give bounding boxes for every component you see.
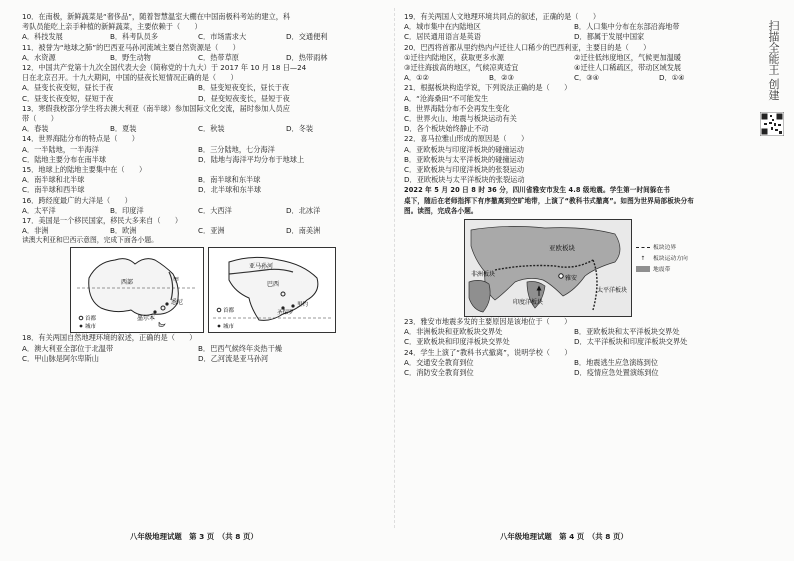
option-b: B．②③: [489, 73, 515, 83]
label-sydney: 悉尼: [171, 299, 184, 307]
option-c: C．消防安全教育到位: [404, 367, 474, 377]
options: [404, 145, 744, 186]
question-stem: 16．跨经度最广的大洋是（ ）: [22, 195, 132, 205]
option-c: C．亚欧板块和印度洋板块交界处: [404, 337, 510, 347]
question-stem: 17．美国是一个移民国家，移民大多来自（ ）: [22, 216, 183, 226]
option-a: A．交通安全教育到位: [404, 357, 474, 367]
option-b: B．世界海陆分布不会再发生变化: [404, 103, 510, 113]
option-b: B．欧洲: [110, 226, 137, 236]
option-c: C．昼变长夜变短，昼短于夜: [22, 93, 114, 103]
options: [22, 124, 374, 134]
option-a: A．城市集中在内陆地区: [404, 22, 481, 32]
option-a: A．水资源: [22, 52, 56, 62]
page-footer-left: 八年级地理试题 第 3 页 （共 8 页）: [130, 532, 258, 541]
question-stem: 10．在南极，新鲜蔬菜是“奢侈品”，随着智慧温室大棚在中国南极科考站的建立，科 考队员能吃上亲手种植的新鲜蔬菜，主要依赖于（ ）: [22, 12, 291, 32]
option-c: C．亚欧板块与印度洋板块的张裂运动: [404, 165, 525, 175]
statement-2: ②迁往低纬度地区，气候更加温暖: [574, 52, 682, 62]
yaan-marker: [559, 274, 563, 278]
legend-city: 城市: [223, 324, 235, 331]
option-b: B．人口集中分布在东部沿海地带: [574, 22, 680, 32]
question-stem: 13．寒假我校部分学生将去澳大利亚（南半球）参加国际文化交流，届时参加人员应 带（ ）: [22, 103, 290, 124]
option-c: C．大西洋: [198, 205, 232, 215]
legend-city: 城市: [85, 324, 97, 331]
brazil-outline: [229, 258, 318, 321]
option-a: A．太平洋: [22, 205, 56, 215]
statement-4: ④迁往人口稀疏区，带动区域发展: [574, 63, 682, 73]
legend-capital-symbol: [217, 309, 221, 313]
legend-city-symbol: [218, 325, 221, 328]
option-c: C．陆地主要分布在南半球: [22, 154, 107, 164]
label-west: 西部: [121, 279, 134, 287]
question-stem: 21．根据板块构造学说，下列说法正确的是（ ）: [404, 83, 572, 93]
question-24: [404, 348, 744, 379]
legend-city-symbol: [80, 325, 83, 328]
option-b: B．三分陆地，七分海洋: [198, 144, 275, 154]
question-stem: 14．世界海陆分布的特点是（ ）: [22, 134, 139, 144]
option-b: B．巴西气候终年炎热干燥: [198, 343, 282, 353]
map-row: [22, 247, 374, 333]
label-pacific: 太平洋板块: [597, 286, 628, 294]
option-a: A．昼变长夜变短，昼长于夜: [22, 83, 114, 93]
option-a: A．春装: [22, 124, 49, 134]
option-a: A．科技发展: [22, 32, 63, 42]
option-c: C．甲山脉是阿尔卑斯山: [22, 353, 99, 363]
option-c: C．市场需求大: [198, 32, 247, 42]
legend-quake: [636, 265, 688, 276]
option-d: D．亚欧板块与太平洋板块的张裂运动: [404, 175, 525, 185]
legend-capital: 首都: [223, 308, 235, 315]
australia-map: [70, 247, 204, 333]
option-b: B．地震逃生应急演练到位: [574, 357, 658, 367]
qr-code-icon: [760, 112, 784, 136]
question-stem: 24．学生上演了“教科书式撤离”，说明学校（ ）: [404, 347, 572, 357]
arrow-up-icon: ↑: [640, 255, 646, 262]
option-a: A．非洲: [22, 226, 49, 236]
question-stem: 22．喜马拉雅山形成的原因是（ ）: [404, 134, 529, 144]
option-d: D．南美洲: [286, 226, 321, 236]
options: [404, 73, 744, 83]
plate-map-row: [404, 219, 744, 317]
label-rio: 里约: [297, 302, 309, 309]
question-stem: 19．有关两国人文地理环境共同点的叙述，正确的是（ ）: [404, 12, 601, 21]
options: [22, 175, 374, 195]
legend-motion: [636, 254, 688, 265]
question-23: [404, 317, 744, 348]
option-b: B．夏装: [110, 124, 137, 134]
options: [22, 83, 374, 103]
legend-capital-symbol: [79, 317, 83, 321]
option-d: D．疫情应急处置演练到位: [574, 367, 659, 377]
option-c: C．南半球和西半球: [22, 185, 85, 195]
plate-map: [464, 219, 632, 317]
question-stem: 20．巴西将首都从里约热内卢迁往人口稀少的巴西利亚，主要目的是（ ）: [404, 42, 651, 52]
question-18: [22, 333, 374, 364]
reading-intro: 2022 年 5 月 20 日 8 时 36 分，四川省雅安市发生 4.8 级地震。学生第一时间躲在书 桌下，随后在老师指挥下有序撤离到空旷地带，上演了“教科书式撤离”。如图为世界局部板块分布 图。读图，完成各小题。: [404, 186, 695, 216]
legend-boundary: [636, 243, 688, 254]
option-d: D．乙河流是亚马孙河: [198, 353, 269, 363]
label-eurasia: 亚欧板块: [549, 243, 575, 252]
legend-boundary-label: 板块边界: [653, 244, 677, 251]
statement-3: ③迁往海拔高的地区，气候凉爽适宜: [404, 63, 519, 73]
rio-dot: [291, 305, 294, 308]
option-d: D．各个板块始终静止不动: [404, 124, 489, 134]
option-d: D．北半球和东半球: [198, 185, 262, 195]
option-d: D．热带雨林: [286, 52, 328, 62]
label-melbourne: 墨尔本: [137, 315, 156, 323]
option-b: B．亚欧板块和太平洋板块交界处: [574, 327, 680, 337]
question-13: [22, 104, 374, 135]
left-column: [22, 12, 374, 364]
options: [22, 206, 374, 216]
question-20: [404, 43, 744, 84]
label-amazon: 亚马孙河: [249, 263, 274, 271]
option-b: B．昼变短夜变长，昼长于夜: [198, 83, 290, 93]
options: [22, 226, 374, 236]
options: [22, 53, 374, 63]
plate-map-svg: [465, 220, 631, 316]
question-16: [22, 196, 374, 216]
option-a: A．“沧海桑田”不可能发生: [404, 93, 489, 103]
options: [404, 22, 744, 42]
options: [22, 344, 374, 364]
statements: [404, 53, 744, 73]
option-d: D．都属于发展中国家: [574, 32, 645, 42]
question-stem: 18．有关两国自然地理环境的叙述，正确的是（ ）: [22, 333, 197, 343]
option-b: B．亚欧板块与太平洋板块的碰撞运动: [404, 154, 524, 164]
option-c: C．居民通用语言是英语: [404, 32, 481, 42]
option-d: D．冬装: [286, 124, 314, 134]
scanner-watermark: 扫描全能王 创建: [767, 20, 780, 101]
option-c: C．③④: [574, 73, 600, 83]
option-a: A．南半球和北半球: [22, 175, 85, 185]
question-22: [404, 134, 744, 185]
option-c: C．热带草原: [198, 52, 239, 62]
option-b: B．印度洋: [110, 205, 144, 215]
melbourne-dot: [153, 311, 156, 314]
label-a: 甲: [173, 277, 180, 285]
option-d: D．①④: [659, 73, 685, 83]
brazil-map-svg: [209, 248, 335, 332]
option-d: D．北冰洋: [286, 205, 321, 215]
legend-boundary-symbol: [636, 247, 650, 248]
page-footer-right: 八年级地理试题 第 4 页 （共 8 页）: [500, 532, 628, 541]
option-b: B．野生动物: [110, 52, 151, 62]
option-b: B．南半球和东半球: [198, 175, 261, 185]
option-c: C．世界火山、地震与板块运动有关: [404, 114, 517, 124]
option-a: A．澳大利亚全部位于北温带: [22, 343, 114, 353]
question-19: [404, 12, 744, 43]
question-stem: 11．被誉为“地球之肺”的巴西亚马孙河流域主要自然资源是（ ）: [22, 42, 240, 52]
options: [404, 327, 744, 347]
legend-motion-label: 板块运动方向: [653, 255, 688, 262]
option-c: C．亚洲: [198, 226, 225, 236]
label-indo: 印度洋板块: [513, 298, 544, 306]
question-17: [22, 216, 374, 236]
options: [22, 32, 374, 42]
option-d: D．昼变短夜变长，昼短于夜: [198, 93, 290, 103]
statement-1: ①迁往内陆地区，获取更多水源: [404, 52, 504, 62]
question-11: [22, 43, 374, 63]
sydney-dot: [165, 303, 168, 306]
australia-map-svg: [71, 248, 203, 332]
label-brazil: 巴西: [267, 281, 280, 289]
label-sao: 圣保罗: [277, 310, 294, 317]
question-10: [22, 12, 374, 43]
option-a: A．一半陆地，一半海洋: [22, 144, 99, 154]
option-b: B．科考队员多: [110, 32, 159, 42]
legend-quake-label: 地震带: [653, 266, 671, 273]
legend-quake-symbol: [636, 266, 650, 272]
options: [22, 145, 374, 165]
label-yaan: 雅安: [565, 274, 578, 282]
options: [404, 94, 744, 135]
option-d: D．陆地与海洋平均分布于地球上: [198, 154, 305, 164]
brazil-map: [208, 247, 336, 333]
option-a: A．亚欧板块与印度洋板块的碰撞运动: [404, 144, 524, 154]
option-d: D．交通便利: [286, 32, 328, 42]
legend-capital: 首都: [85, 316, 97, 323]
column-divider: [394, 8, 395, 528]
option-d: D．太平洋板块和印度洋板块交界处: [574, 337, 688, 347]
tasmania: [159, 322, 165, 327]
question-stem: 23．雅安市地震多发的主要原因是该地位于（ ）: [404, 316, 572, 326]
option-a: A．非洲板块和亚欧板块交界处: [404, 327, 503, 337]
option-c: C．秋装: [198, 124, 225, 134]
option-a: A．①②: [404, 73, 429, 83]
right-column: [404, 12, 744, 378]
question-stem: 12．中国共产党第十九次全国代表大会（简称党的十九大）于 2017 年 10 月 18 日—24 日在北京召开。十九大期间，中国的昼夜长短情况正确的是（ ）: [22, 63, 307, 83]
question-14: [22, 134, 374, 165]
question-15: [22, 165, 374, 196]
question-12: [22, 63, 374, 104]
plate-legend: [636, 243, 688, 276]
question-stem: 15．地球上的陆地主要集中在（ ）: [22, 165, 147, 175]
label-africa: 非洲板块: [471, 270, 496, 278]
question-21: [404, 83, 744, 134]
reading-intro: 读澳大利亚和巴西示意图，完成下面各小题。: [22, 236, 158, 245]
options: [404, 358, 744, 378]
